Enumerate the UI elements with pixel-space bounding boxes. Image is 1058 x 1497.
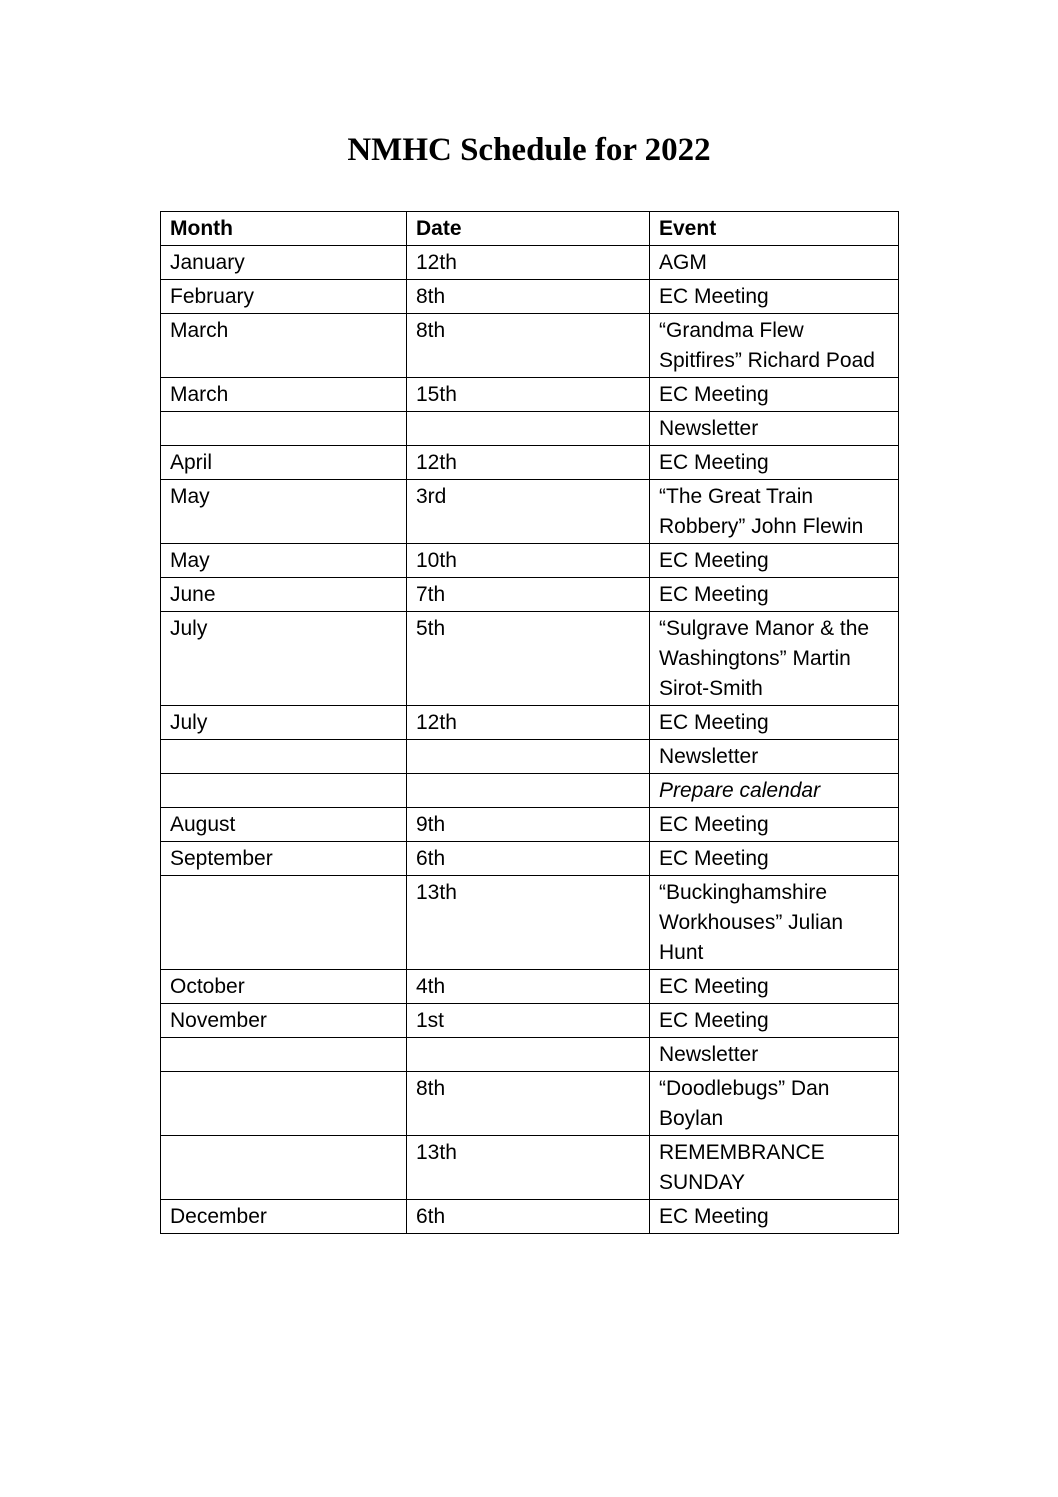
cell-event: EC Meeting: [650, 706, 899, 740]
table-row: [161, 480, 899, 544]
cell-month: November: [161, 1004, 407, 1038]
schedule-table: [160, 211, 899, 1234]
cell-month: [161, 876, 407, 970]
cell-event: EC Meeting: [650, 544, 899, 578]
table-row: [161, 876, 899, 970]
cell-date: [407, 1038, 650, 1072]
cell-month: [161, 1072, 407, 1136]
table-row: [161, 314, 899, 378]
cell-event: EC Meeting: [650, 578, 899, 612]
cell-date: 6th: [407, 842, 650, 876]
cell-date: [407, 774, 650, 808]
cell-month: December: [161, 1200, 407, 1234]
cell-date: 12th: [407, 246, 650, 280]
cell-month: June: [161, 578, 407, 612]
cell-event: EC Meeting: [650, 280, 899, 314]
cell-event: EC Meeting: [650, 378, 899, 412]
cell-event: Newsletter: [650, 412, 899, 446]
table-row: [161, 578, 899, 612]
table-row: [161, 1136, 899, 1200]
column-header-event: Event: [650, 212, 899, 246]
cell-date: 15th: [407, 378, 650, 412]
cell-date: 9th: [407, 808, 650, 842]
column-header-month: Month: [161, 212, 407, 246]
cell-month: August: [161, 808, 407, 842]
cell-month: July: [161, 612, 407, 706]
cell-month: January: [161, 246, 407, 280]
cell-event: Newsletter: [650, 740, 899, 774]
cell-month: September: [161, 842, 407, 876]
table-row: [161, 740, 899, 774]
table-row: [161, 246, 899, 280]
cell-date: 8th: [407, 280, 650, 314]
cell-event: EC Meeting: [650, 808, 899, 842]
cell-event: “Doodlebugs” Dan Boylan: [650, 1072, 899, 1136]
cell-date: 12th: [407, 706, 650, 740]
table-row: [161, 1004, 899, 1038]
table-row: [161, 774, 899, 808]
table-row: [161, 808, 899, 842]
column-header-date: Date: [407, 212, 650, 246]
cell-month: October: [161, 970, 407, 1004]
cell-date: 6th: [407, 1200, 650, 1234]
table-row: [161, 446, 899, 480]
cell-date: 8th: [407, 1072, 650, 1136]
cell-event: AGM: [650, 246, 899, 280]
cell-event: Prepare calendar: [650, 774, 899, 808]
cell-event: “Buckinghamshire Workhouses” Julian Hunt: [650, 876, 899, 970]
cell-event: EC Meeting: [650, 1004, 899, 1038]
cell-month: March: [161, 378, 407, 412]
cell-date: [407, 740, 650, 774]
table-row: [161, 706, 899, 740]
cell-month: [161, 412, 407, 446]
table-header-row: [161, 212, 899, 246]
cell-event: “Grandma Flew Spitfires” Richard Poad: [650, 314, 899, 378]
table-row: [161, 612, 899, 706]
cell-month: July: [161, 706, 407, 740]
cell-date: 5th: [407, 612, 650, 706]
cell-event: Newsletter: [650, 1038, 899, 1072]
cell-month: [161, 740, 407, 774]
cell-month: [161, 1038, 407, 1072]
table-row: [161, 378, 899, 412]
cell-month: February: [161, 280, 407, 314]
cell-date: 7th: [407, 578, 650, 612]
cell-month: May: [161, 480, 407, 544]
table-row: [161, 412, 899, 446]
schedule-body: [161, 246, 899, 1234]
cell-date: 13th: [407, 1136, 650, 1200]
cell-month: [161, 774, 407, 808]
cell-date: 8th: [407, 314, 650, 378]
cell-date: 13th: [407, 876, 650, 970]
cell-month: May: [161, 544, 407, 578]
cell-month: March: [161, 314, 407, 378]
page-title: NMHC Schedule for 2022: [347, 132, 711, 168]
cell-month: April: [161, 446, 407, 480]
table-row: [161, 1038, 899, 1072]
cell-event: EC Meeting: [650, 970, 899, 1004]
cell-date: 12th: [407, 446, 650, 480]
cell-event: EC Meeting: [650, 1200, 899, 1234]
cell-event: REMEMBRANCE SUNDAY: [650, 1136, 899, 1200]
table-row: [161, 842, 899, 876]
table-row: [161, 544, 899, 578]
table-row: [161, 970, 899, 1004]
cell-event: “The Great Train Robbery” John Flewin: [650, 480, 899, 544]
cell-month: [161, 1136, 407, 1200]
table-row: [161, 1072, 899, 1136]
cell-date: [407, 412, 650, 446]
cell-event: “Sulgrave Manor & the Washingtons” Martin Sirot-Smith: [650, 612, 899, 706]
cell-event: EC Meeting: [650, 446, 899, 480]
cell-date: 4th: [407, 970, 650, 1004]
table-row: [161, 1200, 899, 1234]
cell-event: EC Meeting: [650, 842, 899, 876]
table-row: [161, 280, 899, 314]
cell-date: 10th: [407, 544, 650, 578]
cell-date: 1st: [407, 1004, 650, 1038]
cell-date: 3rd: [407, 480, 650, 544]
